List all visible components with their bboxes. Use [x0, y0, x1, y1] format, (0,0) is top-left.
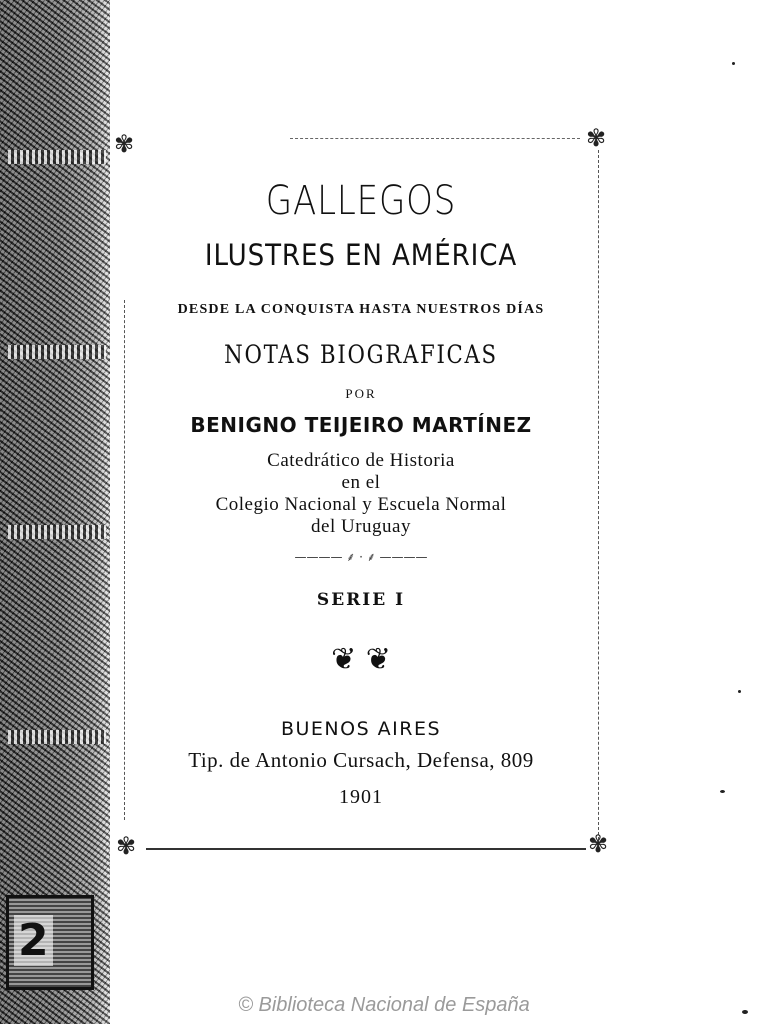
divider-ornament-icon: ———— ⸙ · ⸙ ———— [294, 550, 428, 564]
spine-band [8, 150, 106, 164]
book-title: GALLEGOS [265, 178, 457, 224]
author-credential: del Uruguay [311, 516, 411, 537]
author-credential: Catedrático de Historia [267, 450, 455, 471]
spine-band [8, 525, 106, 539]
spine-band [8, 730, 106, 744]
publication-year: 1901 [339, 786, 383, 808]
book-spine [0, 0, 110, 1024]
scroll-ornament-icon: ❦ ❦ [331, 642, 391, 677]
frame-top-rule [290, 138, 580, 140]
author-credential: en el [341, 472, 381, 493]
frame-bottom-rule [146, 848, 586, 851]
byline-por: POR [345, 386, 377, 401]
spine-label-number: 2 [14, 915, 53, 966]
book-subtitle: ILUSTRES EN AMÉRICA [204, 238, 518, 272]
series-label: SERIE I [316, 590, 406, 610]
section-heading: NOTAS BIOGRAFICAS [224, 340, 498, 369]
fleuron-icon: ✾ [113, 130, 135, 158]
paper-speck [720, 790, 725, 793]
fleuron-icon: ✾ [585, 124, 607, 152]
printer-line: Tip. de Antonio Cursach, Defensa, 809 [188, 748, 534, 772]
paper-speck [732, 62, 735, 65]
frame-right-rule [598, 150, 600, 840]
author-name: BENIGNO TEIJEIRO MARTÍNEZ [190, 413, 532, 437]
fleuron-icon: ✾ [115, 832, 137, 860]
paper-speck [738, 690, 741, 693]
copyright-watermark: © Biblioteca Nacional de España [238, 994, 530, 1016]
fleuron-icon: ✾ [587, 830, 609, 858]
publication-city: BUENOS AIRES [280, 718, 442, 740]
spine-band [8, 345, 106, 359]
author-credential: Colegio Nacional y Escuela Normal [215, 494, 507, 515]
tagline: DESDE LA CONQUISTA HASTA NUESTROS DÍAS [177, 302, 545, 317]
